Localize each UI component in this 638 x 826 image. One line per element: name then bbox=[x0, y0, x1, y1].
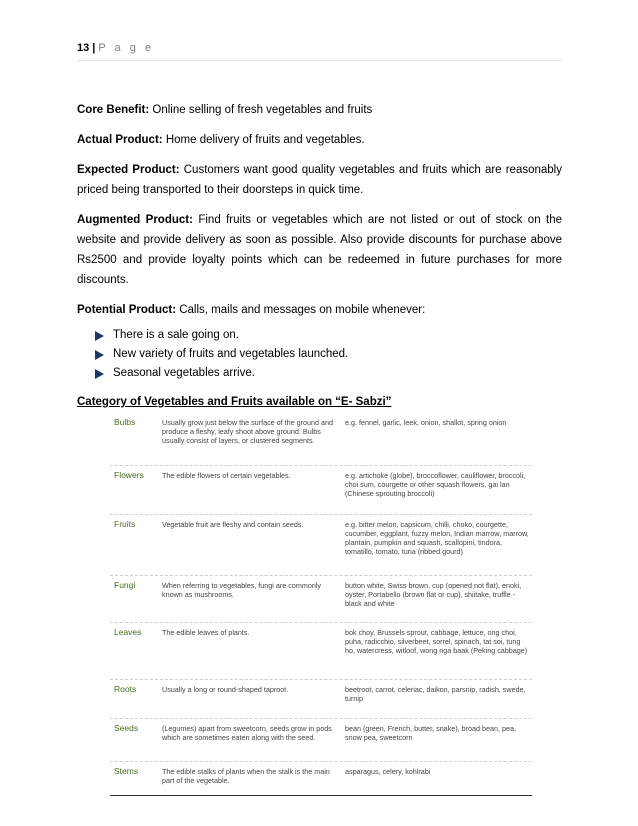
table-row bbox=[110, 623, 532, 680]
category-cell: Fruits bbox=[114, 519, 136, 529]
page-word: P a g e bbox=[98, 42, 154, 54]
description-cell: Vegetable fruit are fleshy and contain seeds. bbox=[162, 520, 304, 529]
table-row bbox=[110, 576, 532, 623]
table-row bbox=[110, 515, 532, 576]
para-label: Potential Product: bbox=[77, 304, 177, 316]
examples-cell: e.g. artichoke (globe), broccoflower, cauliflower, broccoli, choi sum, courgette or other squash flowers, gai lan (Chinese sprouting broccoli) bbox=[345, 471, 526, 498]
description-cell: The edible flowers of certain vegetables. bbox=[162, 471, 291, 480]
description-cell: The edible stalks of plants when the stalk is the main part of the vegetable. bbox=[162, 767, 330, 785]
para-text: Online selling of fresh vegetables and fruits bbox=[149, 104, 373, 116]
para-label: Augmented Product: bbox=[77, 214, 193, 226]
actual-product-paragraph bbox=[77, 130, 562, 150]
para-text: Home delivery of fruits and vegetables. bbox=[162, 134, 365, 146]
examples-cell: e.g. bitter melon, capsicum, chilli, choko, courgette, cucumber, eggplant, fuzzy melon, Indian marrow, marrow, plantain, pumpkin and squash, scallopini, tindora, tomatillo, tomato, turia (ribbed gourd) bbox=[345, 520, 529, 556]
category-cell: Stems bbox=[114, 766, 139, 776]
list-item bbox=[95, 345, 562, 364]
header-separator: | bbox=[92, 42, 96, 54]
page-header bbox=[77, 42, 562, 61]
table-row bbox=[110, 719, 532, 762]
arrow-bullet-icon bbox=[95, 350, 104, 360]
description-cell: When referring to vegetables, fungi are commonly known as mushrooms. bbox=[162, 581, 322, 599]
table-row bbox=[110, 418, 532, 466]
category-cell: Seeds bbox=[114, 723, 139, 733]
examples-cell: beetroot, carrot, celeriac, daikon, parsnip, radish, swede, turnip bbox=[345, 685, 526, 703]
arrow-bullet-icon bbox=[95, 331, 104, 341]
bullet-list bbox=[95, 326, 562, 383]
para-label: Core Benefit: bbox=[77, 104, 150, 116]
examples-cell: bean (green, French, butter, snake), broad bean, pea, snow pea, sweetcorn bbox=[345, 724, 517, 742]
table-row bbox=[110, 762, 532, 795]
para-label: Expected Product: bbox=[77, 164, 180, 176]
para-text: Find fruits or vegetables which are not listed or out of stock on the website and provide delivery as soon as possible. Also provide discounts for purchase above Rs2500 and provide loyalty points which can be redeemed in future purchases for more discounts. bbox=[77, 214, 562, 286]
expected-product-paragraph bbox=[77, 160, 562, 200]
description-cell: (Legumes) apart from sweetcorn, seeds grow in pods which are sometimes eaten along with the seed. bbox=[162, 724, 332, 742]
description-cell: Usually grow just below the surface of the ground and produce a fleshy, leafy shoot above ground. Bulbs usually consist of layers, or clustered segments. bbox=[162, 418, 334, 445]
product-levels-section bbox=[77, 100, 562, 383]
category-cell: Roots bbox=[114, 684, 137, 694]
category-cell: Fungi bbox=[114, 580, 136, 590]
para-text: Calls, mails and messages on mobile whenever: bbox=[176, 304, 426, 316]
examples-cell: asparagus, celery, kohlrabi bbox=[345, 767, 431, 776]
para-text: Customers want good quality vegetables and fruits which are reasonably priced being transported to their doorsteps in quick time. bbox=[77, 164, 562, 196]
bullet-text: New variety of fruits and vegetables launched. bbox=[113, 348, 349, 360]
category-heading: Category of Vegetables and Fruits available on “E- Sabzi” bbox=[77, 396, 392, 408]
bullet-text: There is a sale going on. bbox=[113, 329, 239, 341]
examples-cell: bok choy, Brussels sprout, cabbage, lettuce, ong choi, puha, radicchio, silverbeet, sorrel, spinach, tat soi, tung ho, watercress, witloof, wong nga baak (Peking cabbage) bbox=[345, 628, 528, 655]
examples-cell: e.g. fennel, garlic, leek, onion, shallot, spring onion bbox=[345, 418, 507, 427]
table-row bbox=[110, 466, 532, 515]
list-item bbox=[95, 326, 562, 345]
arrow-bullet-icon bbox=[95, 369, 104, 379]
core-benefit-paragraph bbox=[77, 100, 562, 120]
category-cell: Flowers bbox=[114, 470, 144, 480]
category-cell: Leaves bbox=[114, 627, 142, 637]
potential-product-paragraph bbox=[77, 300, 562, 320]
para-label: Actual Product: bbox=[77, 134, 163, 146]
description-cell: Usually a long or round-shaped taproot. bbox=[162, 685, 289, 694]
bullet-text: Seasonal vegetables arrive. bbox=[113, 367, 255, 379]
category-cell: Bulbs bbox=[114, 417, 136, 427]
table-row bbox=[110, 680, 532, 719]
description-cell: The edible leaves of plants. bbox=[162, 628, 250, 637]
page-number: 13 bbox=[77, 42, 90, 54]
vegetable-category-table bbox=[110, 418, 532, 796]
examples-cell: button white, Swiss brown, cup (opened not flat), enoki, oyster, Portabello (brown flat or cup), shiitake, truffle - black and white bbox=[345, 581, 522, 608]
augmented-product-paragraph bbox=[77, 210, 562, 290]
list-item bbox=[95, 364, 562, 383]
